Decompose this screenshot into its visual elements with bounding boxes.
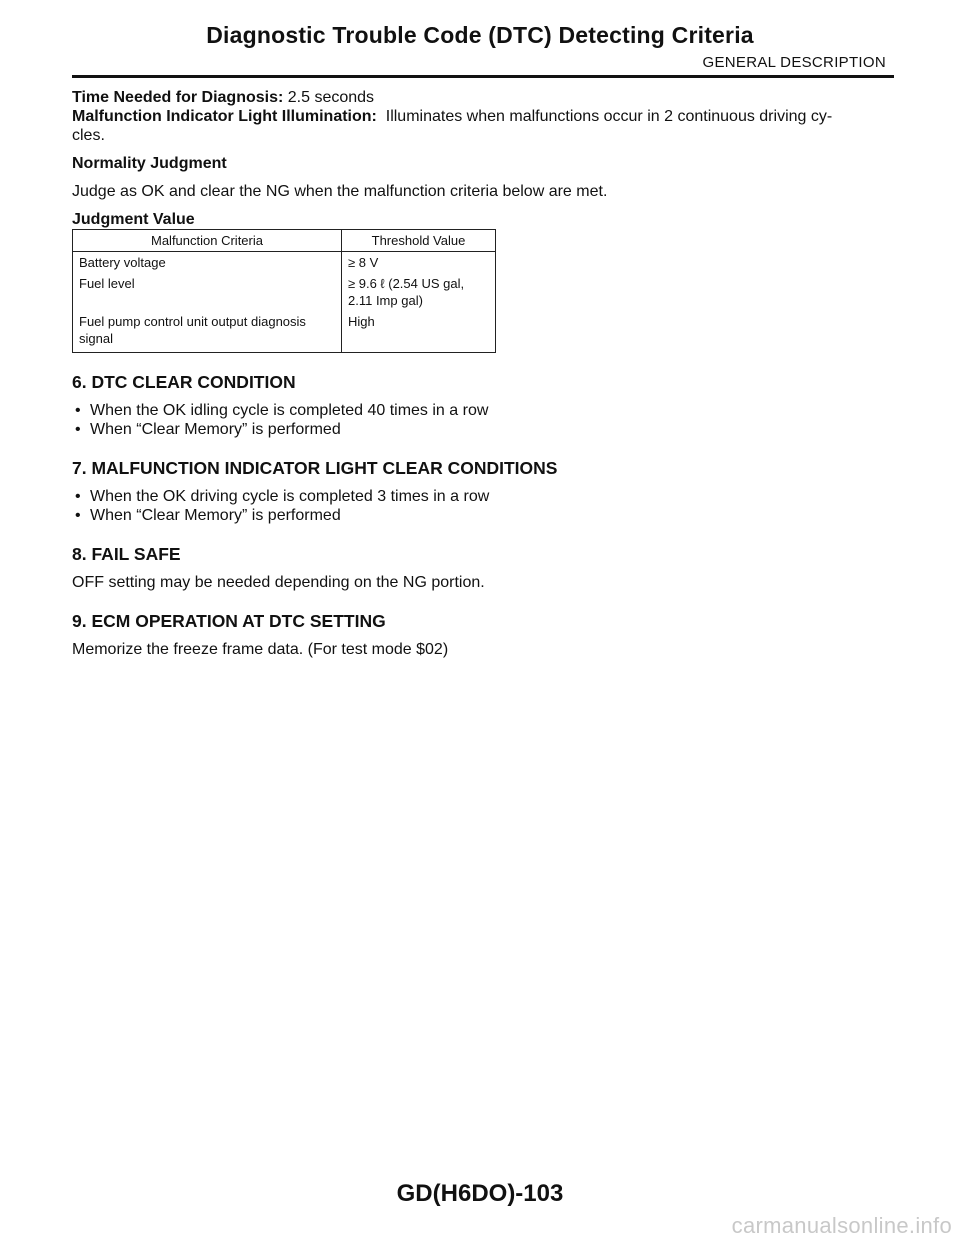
list-item (72, 420, 888, 439)
list-item (72, 506, 888, 525)
header-rule (72, 75, 894, 78)
bullet-icon: • (75, 507, 81, 524)
column-header: Threshold Value (342, 230, 496, 252)
column-header: Malfunction Criteria (73, 230, 342, 252)
threshold-cell: ≥ 8 V (342, 252, 496, 274)
fail-safe-text: OFF setting may be needed depending on the NG portion. (72, 574, 485, 591)
table-row (73, 273, 496, 311)
threshold-line: ≥ 9.6 ℓ (2.54 US gal, (348, 276, 465, 291)
judgment-value-table (72, 229, 496, 353)
section-heading-dtc-clear: 6. DTC CLEAR CONDITION (72, 372, 296, 392)
dtc-clear-list (72, 401, 888, 439)
ecm-operation-text: Memorize the freeze frame data. (For test mode $02) (72, 641, 449, 658)
time-needed-value: 2.5 seconds (287, 89, 375, 106)
section-heading-fail-safe: 8. FAIL SAFE (72, 544, 181, 564)
criteria-cell: Fuel pump control unit output diagnosis signal (73, 311, 342, 353)
time-needed-label: Time Needed for Diagnosis: (72, 89, 284, 106)
mil-clear-list (72, 487, 888, 525)
list-item-text: When “Clear Memory” is performed (90, 421, 341, 438)
section-label: GENERAL DESCRIPTION (702, 54, 886, 71)
normality-heading: Normality Judgment (72, 155, 227, 172)
threshold-line-cont: 2.11 Imp gal) (348, 293, 423, 308)
criteria-cell: Fuel level (73, 273, 342, 311)
time-needed-line (72, 88, 888, 107)
bullet-icon: • (75, 421, 81, 438)
section-heading-mil-clear: 7. MALFUNCTION INDICATOR LIGHT CLEAR CONDITIONS (72, 458, 558, 478)
table-row (73, 311, 496, 353)
bullet-icon: • (75, 402, 81, 419)
normality-text: Judge as OK and clear the NG when the malfunction criteria below are met. (72, 183, 608, 200)
bullet-icon: • (75, 488, 81, 505)
criteria-cell: Battery voltage (73, 252, 342, 274)
page-code: GD(H6DO)-103 (396, 1180, 564, 1207)
list-item-text: When “Clear Memory” is performed (90, 507, 341, 524)
list-item-text: When the OK idling cycle is completed 40 times in a row (90, 402, 489, 419)
page-title: Diagnostic Trouble Code (DTC) Detecting Criteria (206, 22, 754, 48)
section-heading-ecm-operation: 9. ECM OPERATION AT DTC SETTING (72, 611, 386, 631)
threshold-cell: High (342, 311, 496, 353)
mil-illumination-value: Illuminates when malfunctions occur in 2 continuous driving cy- (385, 108, 833, 125)
list-item (72, 401, 888, 420)
mil-illumination-label: Malfunction Indicator Light Illumination: (72, 108, 377, 125)
table-row (73, 252, 496, 274)
list-item-text: When the OK driving cycle is completed 3 times in a row (90, 488, 490, 505)
list-item (72, 487, 888, 506)
judgment-value-heading: Judgment Value (72, 211, 195, 228)
document-body (72, 88, 888, 659)
mil-illumination-line (72, 107, 888, 126)
threshold-cell (342, 273, 496, 311)
table-header-row (73, 230, 496, 252)
watermark: carmanualsonline.info (731, 1213, 952, 1238)
mil-illumination-value-cont: cles. (72, 127, 105, 144)
